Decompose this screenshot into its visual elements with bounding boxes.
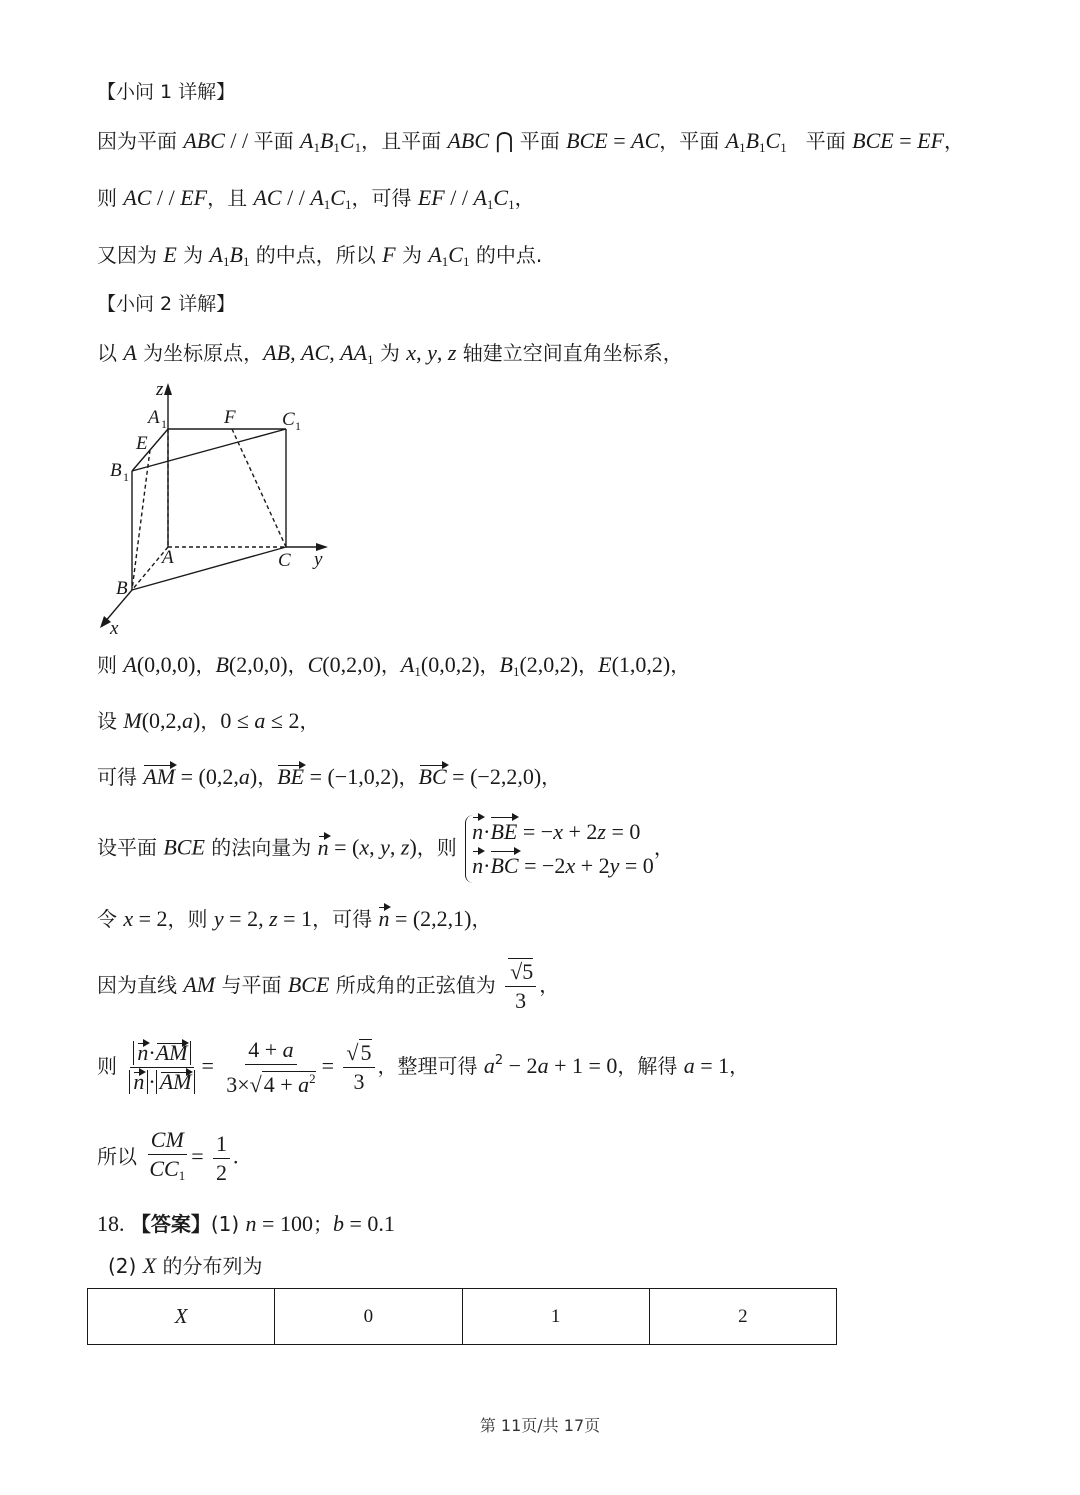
prism-figure (90, 375, 350, 640)
q2-line-set-m: 设 M(0,2,a)，0 ≤ a ≤ 2， (97, 708, 320, 733)
q2-line-conclusion: 所以 $\frac{CM}{CC_1}$ = $\frac{1}{2}$ . (97, 1127, 239, 1185)
label-B: B (116, 578, 128, 599)
label-B1: B (110, 460, 122, 481)
q1-line-2: 则 AC / / EF，且 AC / / $A_1C_1$，可得 EF / / $A_1C_1$， (97, 185, 535, 212)
label-z: z (156, 379, 164, 400)
q1-line-3: 又因为 E 为 $A_1B_1$ 的中点，所以 F 为 $A_1C_1$ 的中点. (97, 242, 543, 269)
distribution-table (87, 1288, 837, 1345)
label-C1: C (282, 409, 295, 430)
q2-line-equation: 则 $\frac{n\cdot AM}{n \cdot AM}$ = $\frac{4 + a}{3\times√4 + a^2}$ = $\frac{√5}{3}$ ，整理可得 $a^2 - 2a + 1 = 0$，解得 a = 1， (97, 1037, 750, 1097)
label-A: A (162, 547, 174, 568)
label-A1-sub: 1 (161, 417, 167, 431)
q2-line-vectors: 可得 AM = (0,2,a)，BE = (−1,0,2)，BC = (−2,2,0)， (97, 764, 562, 789)
label-C: C (278, 550, 291, 571)
q2-line-sine: 因为直线 AM 与平面 BCE 所成角的正弦值为 $\frac{√5}{3}$ ， (97, 959, 560, 1013)
table-cell-2: 2 (649, 1289, 836, 1345)
q2-line-normal: 设平面 BCE 的法向量为 n = (x, y, z)，则 n·BE = −x + 2z = 0 n·BC = −2x + 2y = 0 ， (97, 815, 674, 883)
q1-heading: 【小问 1 详解】 (97, 81, 236, 103)
equation-system: n·BE = −x + 2z = 0 n·BC = −2x + 2y = 0 (465, 815, 654, 883)
q2-intro: 以 A 为坐标原点，AB, AC, $AA_1$ 为 x, y, z 轴建立空间直角坐标系， (97, 340, 683, 367)
label-E: E (136, 433, 148, 454)
z-arrow-icon (164, 383, 172, 395)
label-F: F (224, 407, 236, 428)
q2-heading: 【小问 2 详解】 (97, 293, 236, 315)
table-cell-x: X (88, 1289, 275, 1345)
q2-line-coords: 则 A(0,0,0)，B(2,0,0)，C(0,2,0)，$A_1(0,0,2)$，$B_1(2,0,2)$，E(1,0,2)， (97, 652, 691, 679)
q2-line-let-x: 令 x = 2，则 y = 2, z = 1，可得 n = (2,2,1)， (97, 906, 492, 931)
label-C1-sub: 1 (295, 419, 301, 433)
table-row (88, 1289, 837, 1345)
label-A1: A (148, 407, 160, 428)
label-y: y (314, 549, 323, 570)
table-cell-1: 1 (462, 1289, 649, 1345)
q18-part2: (2) X 的分布列为 (108, 1253, 263, 1278)
table-cell-0: 0 (275, 1289, 462, 1345)
label-B1-sub: 1 (123, 470, 129, 484)
label-x: x (110, 618, 119, 639)
q18-answer: 18. 【答案】(1) n = 100；b = 0.1 (97, 1211, 395, 1236)
q1-line-1: 因为平面 ABC / / 平面 $A_1B_1C_1$，且平面 ABC ⋂ 平面 BCE = AC，平面 $A_1B_1C_1$ 平面 BCE = EF， (97, 128, 965, 155)
page-footer: 第 11页/共 17页 (479, 1416, 601, 1435)
